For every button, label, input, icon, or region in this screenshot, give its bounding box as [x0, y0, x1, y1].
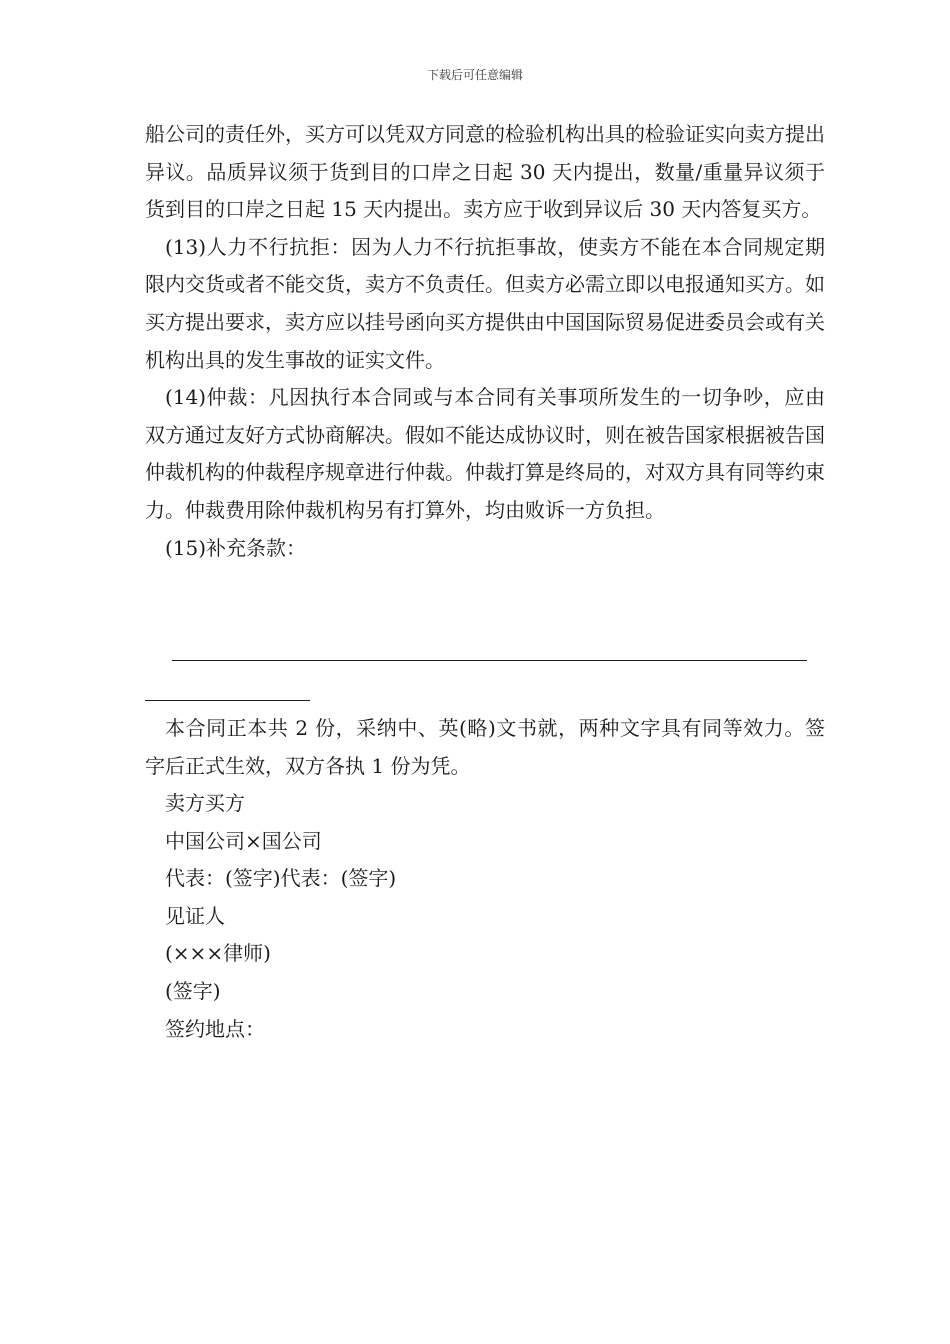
signature-companies: 中国公司×国公司	[165, 828, 322, 853]
signature-lawyer: (×××律师)	[165, 941, 271, 966]
blank-fill-line-continued	[145, 700, 310, 701]
clause-13-force-majeure: (13)人力不行抗拒：因为人力不行抗拒事故，使卖方不能在本合同规定期限内交货或者不能交货，卖方不负责任。但卖方必需立即以电报通知买方。如买方提出要求，卖方应以挂号函向买方提供由中国国际贸易促进委员会或有关机构出具的发生事故的证实文件。	[145, 234, 825, 372]
page-header-note: 下载后可任意编辑	[426, 68, 523, 82]
blank-fill-line	[172, 660, 807, 661]
signature-representatives: 代表：(签字)代表：(签字)	[165, 866, 397, 891]
paragraph-inspection-continued: 船公司的责任外，买方可以凭双方同意的检验机构出具的检验证实向卖方提出异议。品质异议须于货到目的口岸之日起 30 天内提出，数量/重量异议须于货到目的口岸之日起 15 天内提出。卖方应于收到异议后 30 天内答复买方。	[145, 122, 825, 222]
copies-paragraph: 本合同正本共 2 份，采纳中、英(略)文书就，两种文字具有同等效力。签字后正式生效，双方各执 1 份为凭。	[145, 716, 825, 778]
document-body	[145, 116, 825, 567]
signature-location: 签约地点：	[165, 1016, 265, 1041]
signature-block	[165, 785, 396, 1048]
signature-sign: (签字)	[165, 978, 221, 1003]
clause-14-arbitration: (14)仲裁：凡因执行本合同或与本合同有关事项所发生的一切争吵，应由双方通过友好方式协商解决。假如不能达成协议时，则在被告国家根据被告国仲裁机构的仲裁程序规章进行仲裁。仲裁打算是终局的，对双方具有同等约束力。仲裁费用除仲裁机构另有打算外，均由败诉一方负担。	[145, 385, 825, 522]
copies-paragraph-block	[145, 710, 825, 785]
signature-witness: 见证人	[165, 903, 225, 928]
signature-parties: 卖方买方	[165, 791, 245, 815]
clause-15-supplementary: (15)补充条款：	[165, 535, 307, 560]
